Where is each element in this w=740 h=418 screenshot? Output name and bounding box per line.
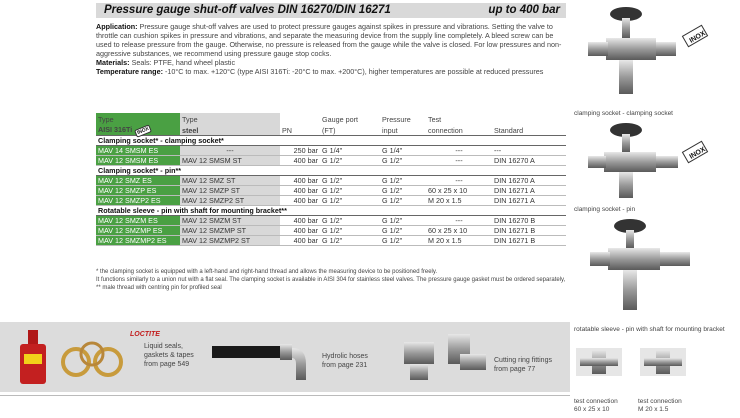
cell-standard: DIN 16270 B [492,215,566,225]
section-header-row [96,205,566,215]
related-products-band [0,322,570,392]
cell-inox-type: MAV 12 SMZP ES [96,185,180,195]
cell-inox-type: MAV 12 SMZM ES [96,215,180,225]
cell-gauge-port: G 1/2" [320,235,380,245]
cell-pressure-input: G 1/2" [380,235,426,245]
cell-gauge-port: G 1/2" [320,225,380,235]
temperature-label: Temperature range: [96,67,163,76]
col-test-sub: connection [426,124,492,135]
cell-test-connection: 60 x 25 x 10 [426,185,492,195]
cell-pn: 400 bar [280,175,320,185]
cell-steel-type: MAV 12 SMZMP2 ST [180,235,280,245]
cell-test-connection: --- [426,215,492,225]
col-pressure: Pressure [382,115,411,124]
cell-pressure-input: G 1/2" [380,195,426,205]
caption-rotatable: rotatable sleeve - pin with shaft for mounting bracket [574,326,725,333]
loctite-bottle-image [14,328,58,386]
cell-pn: 250 bar [280,145,320,155]
pressure-range: up to 400 bar [488,4,560,16]
link-cutting-ring-fittings[interactable]: Cutting ring fittings from page 77 [494,357,552,373]
cell-inox-type: MAV 12 SMZ ES [96,175,180,185]
cell-steel-type: MAV 12 SMZMP ST [180,225,280,235]
col-test: Test [428,115,442,124]
valve-image-clamping-pin [586,118,736,203]
spec-table [96,113,566,246]
footnote: * the clamping socket is equipped with a left-hand and right-hand thread and allows the measuring device to be positioned freely. [96,269,438,275]
cell-test-connection: --- [426,175,492,185]
inox-badge: INOX [688,146,707,161]
cell-standard: --- [492,145,566,155]
hydraulic-hose-image [210,330,320,386]
cell-standard: DIN 16270 A [492,175,566,185]
cell-standard: DIN 16271 B [492,225,566,235]
table-row [96,145,566,155]
caption-clamping-clamping: clamping socket - clamping socket [574,110,673,117]
footnotes [96,268,566,292]
caption-clamping-pin: clamping socket - pin [574,206,636,213]
cutting-ring-fittings-image [400,328,492,388]
cell-gauge-port: G 1/2" [320,185,380,195]
col-gauge-port-sub: (FT) [320,124,380,135]
cell-pressure-input: G 1/2" [380,215,426,225]
table-row [96,175,566,185]
cell-pn: 400 bar [280,185,320,195]
cell-standard: DIN 16271 B [492,235,566,245]
cell-inox-type: MAV 12 SMZP2 ES [96,195,180,205]
cell-pn: 400 bar [280,195,320,205]
cell-pn: 400 bar [280,155,320,165]
application-text: Pressure gauge shut-off valves are used to protect pressure gauges against spikes in pressure and vibrations. Setting the valve to throttle can cushion spikes in pressure and vibrations, and separate the measuring device from the supply line completely. A bleed screw can be used to release pressure from the gauge. Otherwise, no pressure is released from the gauge while the valve is closed. For low pressures and non-aggressive substances, we recommend using pressure gauge stop cocks. [96,22,562,58]
cell-gauge-port: G 1/2" [320,175,380,185]
temperature-text: -10°C to max. +120°C (type AISI 316Ti: -20°C to max. +200°C), higher temperatures are possible at reduced pressures [164,67,544,76]
section-title: Rotatable sleeve - pin with shaft for mounting bracket** [96,205,566,215]
cell-steel-type: MAV 12 SMZP ST [180,185,280,195]
test-connection-m20-image [638,346,688,378]
table-row [96,195,566,205]
section-title: Clamping socket* - pin** [96,165,566,175]
cell-inox-type: MAV 12 SMZMP2 ES [96,235,180,245]
materials-text: Seals: PTFE, hand wheel plastic [131,58,236,67]
page-title: Pressure gauge shut-off valves DIN 16270/DIN 16271 [104,4,391,16]
cell-steel-type: MAV 12 SMZ ST [180,175,280,185]
cell-test-connection: 60 x 25 x 10 [426,225,492,235]
col-gauge-port: Gauge port [322,115,358,124]
cell-gauge-port: G 1/2" [320,155,380,165]
cell-pressure-input: G 1/4" [380,145,426,155]
col-pn: PN [280,124,320,135]
loctite-logo: LOCTITE [130,331,160,338]
cell-standard: DIN 16270 A [492,155,566,165]
cell-steel-type: MAV 12 SMSM ST [180,155,280,165]
valve-image-clamping-clamping [586,2,736,102]
cell-pressure-input: G 1/2" [380,225,426,235]
inox-badge: INOX [688,30,707,45]
gasket-rings-image [58,336,128,380]
table-row [96,215,566,225]
cell-test-connection: --- [426,155,492,165]
cell-pn: 400 bar [280,215,320,225]
cell-test-connection: M 20 x 1.5 [426,195,492,205]
table-row [96,235,566,245]
table-header-row-2 [96,124,566,135]
section-header-row [96,165,566,175]
section-header-row [96,135,566,145]
test-connection-60-image [574,346,624,378]
cell-inox-type: MAV 14 SMSM ES [96,145,180,155]
col-standard: Standard [492,124,566,135]
link-liquid-seals[interactable]: Liquid seals, gaskets & tapes from page 549 [144,343,194,368]
table-row [96,185,566,195]
section-title: Clamping socket* - clamping socket* [96,135,566,145]
footnote: It functions similarly to a union nut with a flat seal. The clamping socket is available in AISI 304 for stainless steel valves. The pressure gauge gasket must be ordered separately, ** male thread with centring pin for profiled seal [96,277,566,291]
cell-pressure-input: G 1/2" [380,155,426,165]
table-row [96,225,566,235]
cell-standard: DIN 16271 A [492,195,566,205]
bottom-rule [0,395,570,396]
caption-test-m20: test connection M 20 x 1.5 [638,398,682,413]
link-hydraulic-hoses[interactable]: Hydrolic hoses from page 231 [322,353,368,369]
cell-pn: 400 bar [280,235,320,245]
col-type-steel-sub: steel [180,124,280,135]
cell-pn: 400 bar [280,225,320,235]
cell-test-connection: M 20 x 1.5 [426,235,492,245]
caption-test-60: test connection 60 x 25 x 10 [574,398,618,413]
cell-gauge-port: G 1/2" [320,215,380,225]
cell-inox-type: MAV 12 SMSM ES [96,155,180,165]
cell-standard: DIN 16271 A [492,185,566,195]
cell-steel-type: MAV 12 SMZM ST [180,215,280,225]
table-row [96,155,566,165]
col-type-inox-sub: AISI 316Ti INOX [96,124,180,135]
cell-pressure-input: G 1/2" [380,175,426,185]
intro-text [96,22,564,76]
col-pressure-sub: input [380,124,426,135]
materials-label: Materials: [96,58,130,67]
col-type-steel: Type [180,113,280,124]
application-label: Application: [96,22,138,31]
cell-pressure-input: G 1/2" [380,185,426,195]
cell-test-connection: --- [426,145,492,155]
cell-steel-type: MAV 12 SMZP2 ST [180,195,280,205]
cell-steel-type: --- [180,145,280,155]
title-bar [96,3,566,18]
cell-inox-type: MAV 12 SMZMP ES [96,225,180,235]
cell-gauge-port: G 1/4" [320,145,380,155]
valve-image-rotatable [586,214,736,318]
col-type-inox: Type [96,113,180,124]
table-header-row [96,113,566,124]
cell-gauge-port: G 1/2" [320,195,380,205]
inox-badge: INOX [134,124,152,137]
